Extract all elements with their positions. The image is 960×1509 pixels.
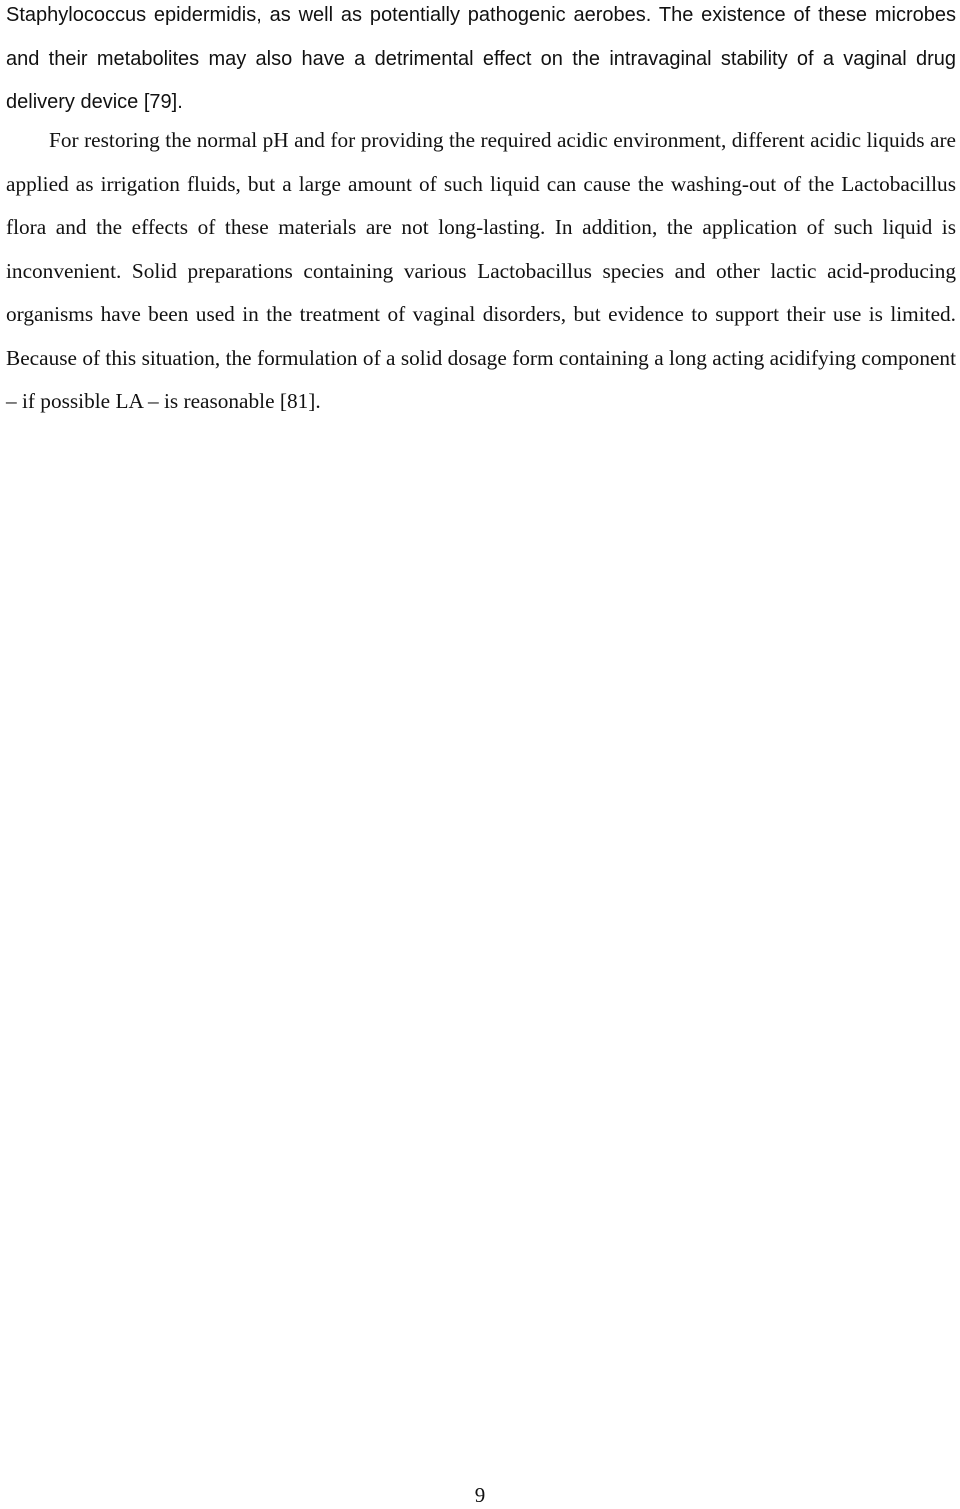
page-number: 9: [474, 1483, 486, 1507]
paragraph-continuation: Staphylococcus epidermidis, as well as potentially pathogenic aerobes. The existence of these microbes and their metabolites may also have a detrimental effect on the intravaginal stability of a vaginal drug delivery device [79].: [6, 4, 956, 113]
paragraph-body: For restoring the normal pH and for providing the required acidic environment, different acidic liquids are applied as irrigation fluids, but a large amount of such liquid can cause the washing-out of the Lactobacillus flora and the effects of these materials are not long-lasting. In addition, the application of such liquid is inconvenient. Solid preparations containing various Lactobacillus species and other lactic acid-producing organisms have been used in the treatment of vaginal disorders, but evidence to support their use is limited. Because of this situation, the formulation of a solid dosage form containing a long acting acidifying component – if possible LA – is reasonable [81].: [6, 128, 956, 413]
